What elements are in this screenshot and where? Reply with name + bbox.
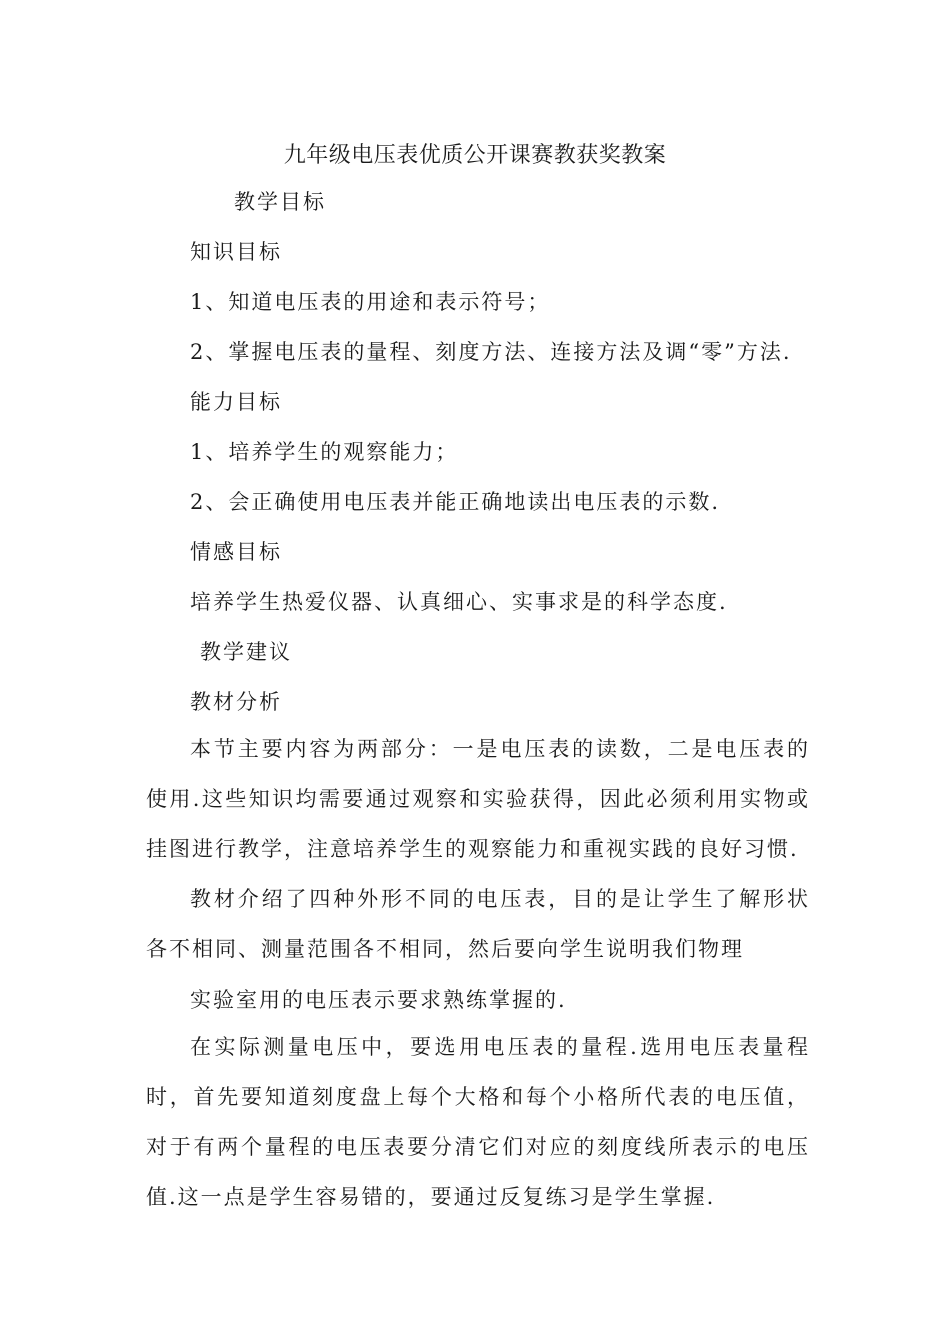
paragraph-3: 实验室用的电压表示要求熟练掌握的. xyxy=(190,988,567,1012)
document-title: 九年级电压表优质公开课赛教获奖教案 xyxy=(283,143,667,168)
heading-knowledge-goals: 知识目标 xyxy=(190,240,282,264)
emotion-item-1: 培养学生热爱仪器、认真细心、实事求是的科学态度. xyxy=(190,590,728,614)
heading-emotion-goals: 情感目标 xyxy=(190,540,282,564)
paragraph-2: 教材介绍了四种外形不同的电压表，目的是让学生了解形状各不相同、测量范围各不相同，然后要向学生说明我们物理 xyxy=(146,887,810,961)
heading-ability-goals: 能力目标 xyxy=(190,390,282,414)
ability-item-2: 2、会正确使用电压表并能正确地读出电压表的示数. xyxy=(190,490,721,514)
paragraph-4: 在实际测量电压中，要选用电压表的量程.选用电压表量程时，首先要知道刻度盘上每个大格和每个小格所代表的电压值，对于有两个量程的电压表要分清它们对应的刻度线所表示的电压值.这一点是学生容易错的，要通过反复练习是学生掌握. xyxy=(146,1035,810,1209)
knowledge-item-2: 2、掌握电压表的量程、刻度方法、连接方法及调“零”方法. xyxy=(190,340,792,364)
heading-material-analysis: 教材分析 xyxy=(190,690,282,714)
ability-item-1: 1、培养学生的观察能力； xyxy=(190,440,459,464)
heading-teaching-goals: 教学目标 xyxy=(234,190,326,214)
paragraph-1: 本节主要内容为两部分：一是电压表的读数，二是电压表的使用.这些知识均需要通过观察和实验获得，因此必须利用实物或挂图进行教学，注意培养学生的观察能力和重视实践的良好习惯. xyxy=(146,737,810,861)
heading-teaching-suggestions: 教学建议 xyxy=(200,640,292,664)
knowledge-item-1: 1、知道电压表的用途和表示符号； xyxy=(190,290,551,314)
